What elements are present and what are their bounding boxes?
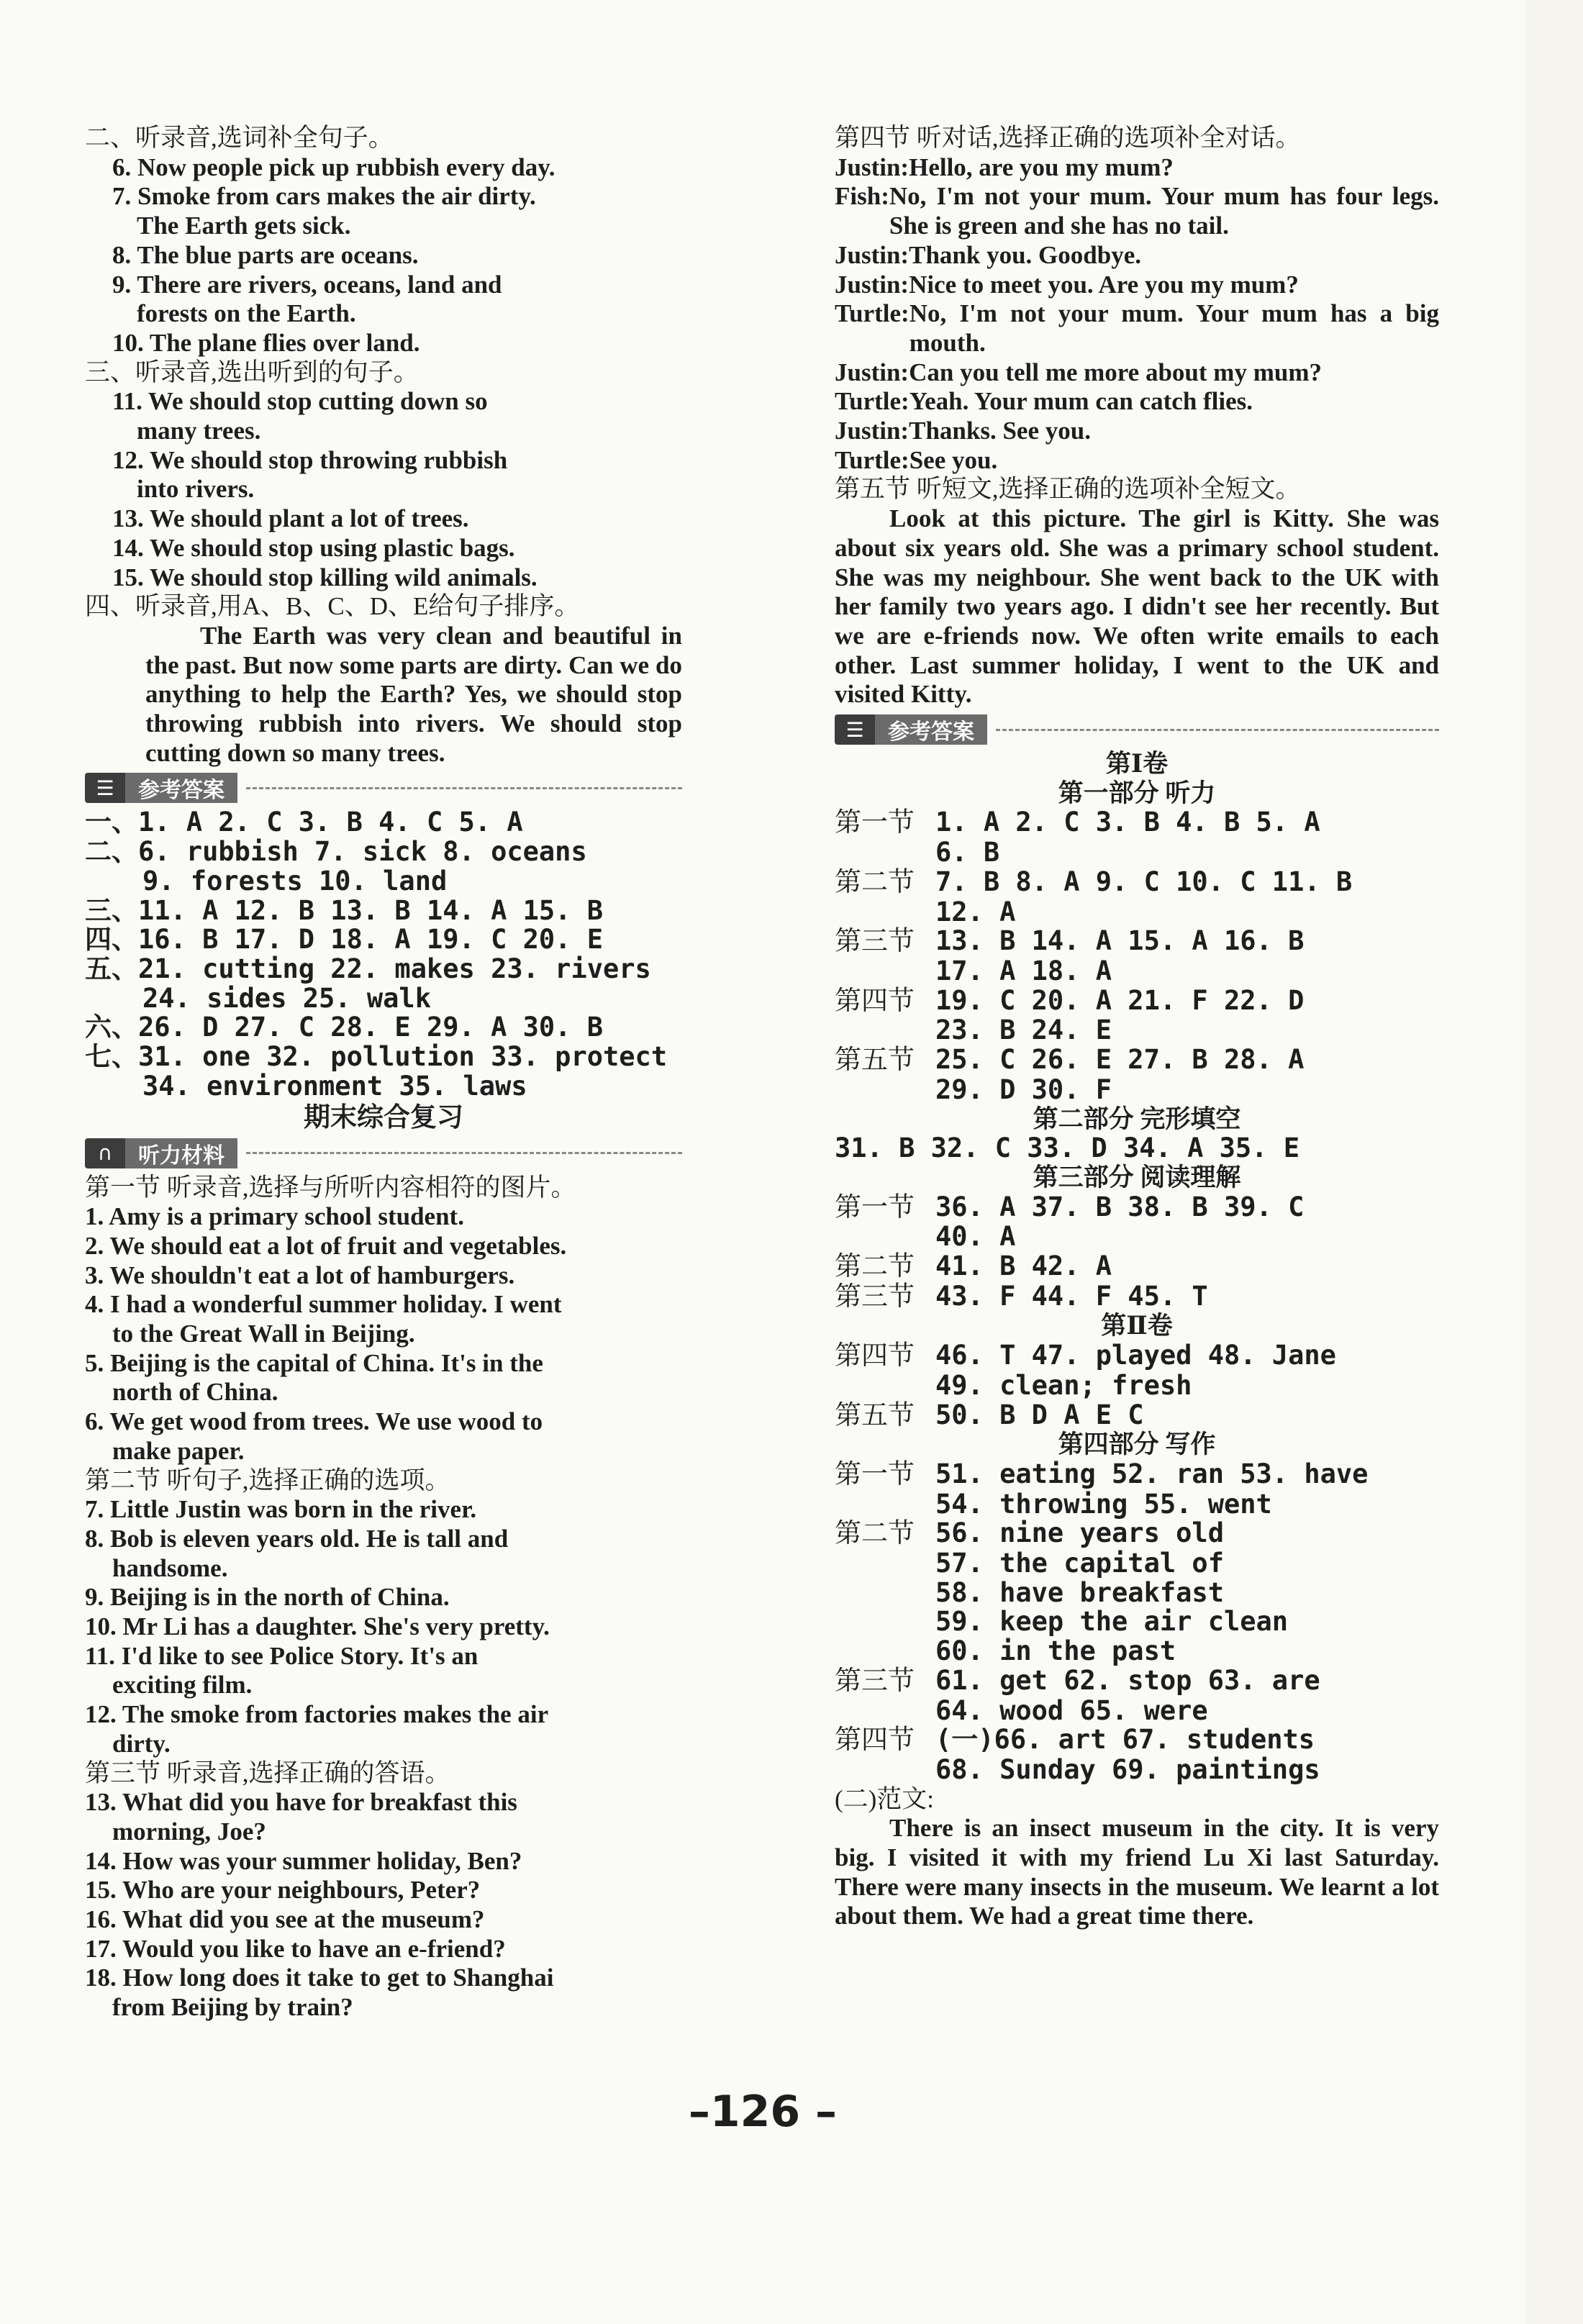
answer-row xyxy=(835,1576,1439,1608)
answer-row: 三、11. A 12. B 13. B 14. A 15. B xyxy=(85,894,604,926)
answer-row-text: 23. B 24. E xyxy=(935,1015,1112,1046)
answer-row-text: 58. have breakfast xyxy=(935,1576,1224,1608)
answer-row-text: 61. get 62. stop 63. are xyxy=(935,1664,1320,1696)
answer-row-text: (一)66. art 67. students xyxy=(935,1724,1315,1756)
answers-label: 参考答案 xyxy=(875,714,987,745)
answer-row-text: 40. A xyxy=(935,1221,1016,1253)
speech: See you. xyxy=(909,445,998,474)
section-heading: 第二节 听句子,选择正确的选项。 xyxy=(85,1466,450,1494)
answer-row-label: 第一节 xyxy=(835,808,915,838)
answer-row xyxy=(835,1252,1439,1282)
essay-text: There is an insect museum in the city. It is very big. I visited it with my friend Lu Xi last Saturday. There were many insects in the museum. We learnt a lot about them. We had a great time there. xyxy=(835,1814,1439,1930)
answer-row-text: 29. D 30. F xyxy=(935,1074,1112,1105)
answer-row-text: 64. wood 65. were xyxy=(935,1694,1208,1726)
speech: No, I'm not your mum. Your mum has four legs. She is green and she has no tail. xyxy=(889,182,1439,240)
answer-row-text: 46. T 47. played 48. Jane xyxy=(935,1340,1336,1371)
listening-label: 听力材料 xyxy=(125,1138,237,1168)
sentence: north of China. xyxy=(112,1378,278,1407)
section-heading: 二、听录音,选词补全句子。 xyxy=(85,124,394,152)
sentence: 12. The smoke from factories makes the air xyxy=(85,1700,549,1729)
volume-title: 第Ⅰ卷 xyxy=(1105,750,1169,779)
volume-title: 第Ⅱ卷 xyxy=(1101,1312,1173,1340)
answer-row: 34. environment 35. laws xyxy=(142,1070,527,1102)
dialog-line xyxy=(835,271,1439,300)
answer-row-text: 50. B D A E C xyxy=(935,1399,1144,1430)
sentence: 9. Beijing is in the north of China. xyxy=(85,1583,450,1612)
dialog-line xyxy=(835,358,1439,388)
section-heading: 四、听录音,用A、B、C、D、E给句子排序。 xyxy=(85,592,580,621)
speaker: Fish: xyxy=(835,182,889,211)
answer-row-label: 第一节 xyxy=(835,1192,915,1222)
right-column xyxy=(835,124,1439,1931)
answer-group xyxy=(835,808,1439,1104)
dialog-line xyxy=(835,417,1439,446)
answer-row xyxy=(835,1341,1439,1371)
answer-row xyxy=(835,986,1439,1017)
answer-row-label: 第三节 xyxy=(835,1281,915,1312)
divider xyxy=(246,1152,682,1154)
sentence: 14. We should stop using plastic bags. xyxy=(112,533,515,562)
answer-row xyxy=(835,957,1439,986)
sentence: 6. We get wood from trees. We use wood to xyxy=(85,1407,543,1436)
listening-banner xyxy=(85,1135,682,1172)
sentence: 10. The plane flies over land. xyxy=(112,328,420,357)
part-title: 第四部分 写作 xyxy=(1058,1430,1216,1459)
answer-row xyxy=(835,1753,1439,1785)
answer-row-text: 51. eating 52. ran 53. have xyxy=(935,1458,1369,1489)
answer-row-text: 6. B xyxy=(935,837,1000,868)
answer-row-label: 第四节 xyxy=(835,986,915,1016)
answer-row-label: 第二节 xyxy=(835,1519,915,1549)
answer-row xyxy=(835,1193,1439,1223)
sentence: 7. Smoke from cars makes the air dirty. xyxy=(112,182,536,211)
answer-row: 9. forests 10. land xyxy=(142,865,448,897)
answer-row xyxy=(835,1666,1439,1697)
answer-row-label: 第五节 xyxy=(835,1045,915,1076)
answers-banner xyxy=(835,711,1439,748)
answer-row-text: 49. clean; fresh xyxy=(935,1369,1192,1401)
speaker: Turtle: xyxy=(835,299,910,328)
sentence: 6. Now people pick up rubbish every day. xyxy=(112,153,555,181)
answer-row-text: 17. A 18. A xyxy=(935,955,1112,986)
answer-row xyxy=(835,1016,1439,1045)
answer-row xyxy=(835,1222,1439,1252)
speech: Can you tell me more about my mum? xyxy=(909,358,1322,386)
dialog-line xyxy=(835,182,1439,240)
answer-row xyxy=(835,1725,1439,1756)
answer-row xyxy=(835,1637,1439,1666)
answer-row-text: 12. A xyxy=(935,896,1016,927)
sentence: 1. Amy is a primary school student. xyxy=(85,1202,464,1231)
sentence: morning, Joe? xyxy=(112,1817,266,1846)
answer-row-label: 第三节 xyxy=(835,927,915,957)
sentence: 9. There are rivers, oceans, land and xyxy=(112,270,502,299)
passage-text: Look at this picture. The girl is Kitty. She was about six years old. She was a primary school student. She was my neighbour. She went back to the UK with her family two years ago. I didn't see her recently. But we are e-friends now. We often write emails to each other. Last summer holiday, I went to the UK and visited Kitty. xyxy=(835,504,1439,709)
answers-icon: ☰ xyxy=(835,714,875,745)
dialog-line xyxy=(835,446,1439,476)
answer-row xyxy=(835,1282,1439,1312)
sentence: 8. Bob is eleven years old. He is tall and xyxy=(85,1524,509,1553)
passage-text: The Earth was very clean and beautiful in the past. But now some parts are dirty. Can we do anything to help the Earth? Yes, we should stop throwing rubbish into rivers. We should stop cutting down so many trees. xyxy=(145,621,682,767)
sentence: 4. I had a wonderful summer holiday. I went xyxy=(85,1290,562,1319)
speech: Yeah. Your mum can catch flies. xyxy=(909,387,1253,416)
dialog-line xyxy=(835,299,1439,358)
answer-row: 五、21. cutting 22. makes 23. rivers xyxy=(85,953,651,984)
answer-row xyxy=(835,1694,1439,1726)
speaker: Justin: xyxy=(835,153,910,181)
answer-row xyxy=(835,1045,1439,1076)
sentence: 8. The blue parts are oceans. xyxy=(112,240,419,269)
divider xyxy=(996,729,1439,731)
answer-row xyxy=(835,1371,1439,1401)
answer-row: 二、6. rubbish 7. sick 8. oceans xyxy=(85,836,587,868)
sentence: 7. Little Justin was born in the river. xyxy=(85,1495,477,1524)
sentence: to the Great Wall in Beijing. xyxy=(112,1320,415,1348)
answer-group xyxy=(835,1193,1439,1312)
answer-row-text: 56. nine years old xyxy=(935,1517,1224,1549)
answers-icon: ☰ xyxy=(85,773,125,803)
sentence: 11. We should stop cutting down so xyxy=(112,387,488,416)
answer-row: 六、26. D 27. C 28. E 29. A 30. B xyxy=(85,1012,604,1043)
answer-row xyxy=(835,1401,1439,1431)
section-heading: 第一节 听录音,选择与所听内容相符的图片。 xyxy=(85,1173,576,1202)
sentence: 13. What did you have for breakfast this xyxy=(85,1788,517,1817)
left-column xyxy=(85,124,682,2023)
answer-row xyxy=(835,808,1439,838)
sentence: 17. Would you like to have an e-friend? xyxy=(85,1934,506,1963)
sentence: 13. We should plant a lot of trees. xyxy=(112,504,469,533)
sentence: 18. How long does it take to get to Shanghai xyxy=(85,1964,554,1992)
sentence: handsome. xyxy=(112,1553,228,1582)
headphones-icon: ∩ xyxy=(85,1138,125,1168)
sentence: 15. Who are your neighbours, Peter? xyxy=(85,1876,481,1905)
speaker: Justin: xyxy=(835,270,910,299)
section-heading: 三、听录音,选出听到的句子。 xyxy=(85,358,419,386)
answer-row-label: 第二节 xyxy=(835,1252,915,1282)
speech: Thank you. Goodbye. xyxy=(909,240,1141,269)
essay-label: (二)范文: xyxy=(835,1784,935,1813)
answers-banner xyxy=(85,769,682,807)
answer-row: 24. sides 25. walk xyxy=(142,982,431,1014)
answer-row-text: 54. throwing 55. went xyxy=(935,1488,1272,1520)
sentence: 10. Mr Li has a daughter. She's very pretty. xyxy=(85,1612,550,1641)
part-title: 第三部分 阅读理解 xyxy=(1033,1163,1241,1191)
answer-row xyxy=(835,1607,1439,1637)
answer-row-text: 13. B 14. A 15. A 16. B xyxy=(935,925,1305,957)
answer-row: 四、16. B 17. D 18. A 19. C 20. E xyxy=(85,924,604,956)
sentence: 16. What did you see at the museum? xyxy=(85,1905,485,1934)
answer-row: 一、1. A 2. C 3. B 4. C 5. A xyxy=(85,807,523,838)
answer-row-text: 25. C 26. E 27. B 28. A xyxy=(935,1044,1305,1076)
section-heading: 第四节 听对话,选择正确的选项补全对话。 xyxy=(835,124,1301,152)
speaker: Justin: xyxy=(835,240,910,269)
answer-row-label: 第四节 xyxy=(835,1341,915,1371)
answer-row-text: 7. B 8. A 9. C 10. C 11. B xyxy=(935,866,1353,897)
answer-row-text: 43. F 44. F 45. T xyxy=(935,1280,1208,1312)
review-title: 期末综合复习 xyxy=(304,1101,463,1133)
sentence: 15. We should stop killing wild animals. xyxy=(112,563,538,591)
sentence: forests on the Earth. xyxy=(137,299,356,328)
part-title: 第一部分 听力 xyxy=(1058,779,1216,807)
answer-row-text: 60. in the past xyxy=(935,1635,1176,1667)
answer-row xyxy=(835,838,1439,868)
sentence: from Beijing by train? xyxy=(112,1993,353,2022)
sentence: 3. We shouldn't eat a lot of hamburgers. xyxy=(85,1261,515,1289)
answer-row xyxy=(835,1519,1439,1549)
dialog-line xyxy=(835,241,1439,271)
speaker: Turtle: xyxy=(835,445,910,474)
speech: No, I'm not your mum. Your mum has a big mouth. xyxy=(909,299,1439,357)
answer-row-label: 第一节 xyxy=(835,1459,915,1489)
answer-row-text: 1. A 2. C 3. B 4. B 5. A xyxy=(935,807,1320,838)
sentence: 11. I'd like to see Police Story. It's an xyxy=(85,1641,478,1670)
answer-row-text: 57. the capital of xyxy=(935,1548,1224,1579)
speech: Thanks. See you. xyxy=(909,417,1091,445)
answer-row xyxy=(835,1460,1439,1490)
answer-row-text: 19. C 20. A 21. F 22. D xyxy=(935,984,1305,1016)
dialog-line xyxy=(835,387,1439,417)
page-number: –126 – xyxy=(688,2087,838,2137)
answer-row: 七、31. one 32. pollution 33. protect xyxy=(85,1041,668,1073)
sentence: dirty. xyxy=(112,1729,171,1758)
answer-row xyxy=(835,1490,1439,1520)
answer-row: 31. B 32. C 33. D 34. A 35. E xyxy=(835,1133,1300,1164)
answer-row-label: 第二节 xyxy=(835,867,915,897)
speaker: Turtle: xyxy=(835,387,910,416)
sentence: 14. How was your summer holiday, Ben? xyxy=(85,1846,522,1875)
answer-row-label: 第四节 xyxy=(835,1725,915,1756)
dialog-line xyxy=(835,153,1439,183)
speech: Hello, are you my mum? xyxy=(909,153,1174,181)
answer-row xyxy=(835,1076,1439,1105)
answer-row-text: 59. keep the air clean xyxy=(935,1606,1289,1638)
answer-group xyxy=(835,1341,1439,1430)
sentence: many trees. xyxy=(137,417,261,445)
answer-group xyxy=(835,1460,1439,1785)
answer-row xyxy=(835,868,1439,898)
part-title: 第二部分 完形填空 xyxy=(1033,1104,1241,1133)
answer-row-label: 第三节 xyxy=(835,1666,915,1696)
answer-row xyxy=(835,898,1439,927)
answer-row xyxy=(835,1549,1439,1579)
speaker: Justin: xyxy=(835,417,910,445)
answer-row xyxy=(835,927,1439,957)
answer-row-label: 第五节 xyxy=(835,1400,915,1430)
sentence: 2. We should eat a lot of fruit and vegetables. xyxy=(85,1231,567,1260)
answers-label: 参考答案 xyxy=(125,773,237,803)
answer-row-text: 41. B 42. A xyxy=(935,1250,1112,1282)
sentence: make paper. xyxy=(112,1436,245,1465)
sentence: 12. We should stop throwing rubbish xyxy=(112,445,508,474)
speech: Nice to meet you. Are you my mum? xyxy=(909,270,1299,299)
sentence: exciting film. xyxy=(112,1671,253,1699)
sentence: The Earth gets sick. xyxy=(137,212,351,240)
passage xyxy=(85,622,682,768)
sentence: into rivers. xyxy=(137,475,255,504)
section-heading: 第五节 听短文,选择正确的选项补全短文。 xyxy=(835,475,1301,504)
answer-row-text: 68. Sunday 69. paintings xyxy=(935,1753,1320,1785)
speaker: Justin: xyxy=(835,358,910,386)
sentence: 5. Beijing is the capital of China. It's in the xyxy=(85,1348,543,1377)
section-heading: 第三节 听录音,选择正确的答语。 xyxy=(85,1758,450,1787)
divider xyxy=(246,787,682,789)
answer-row-text: 36. A 37. B 38. B 39. C xyxy=(935,1191,1305,1222)
